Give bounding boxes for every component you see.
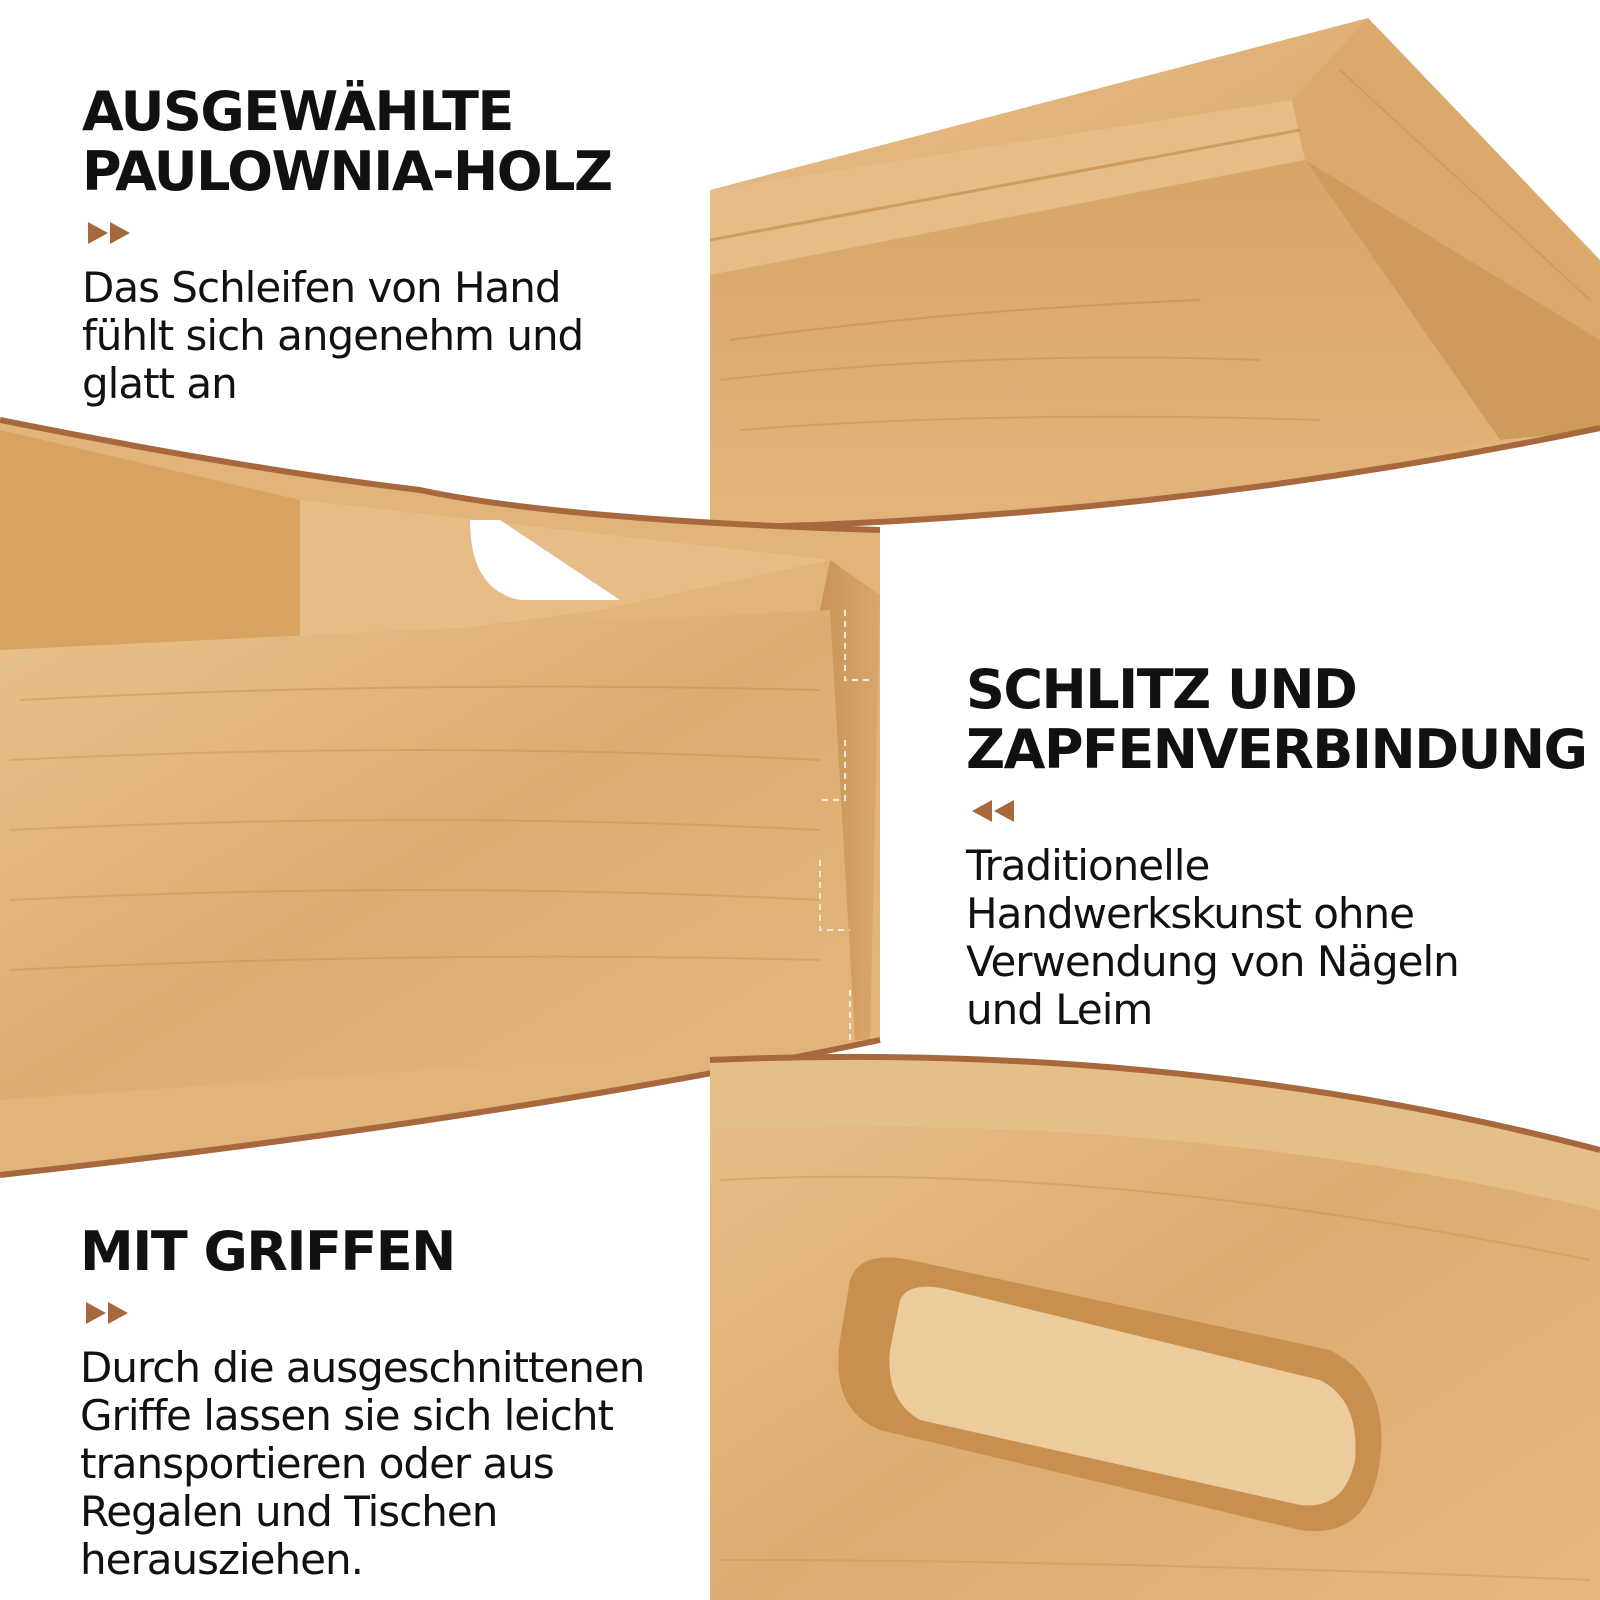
fast-forward-icon xyxy=(86,220,134,246)
feature-handles xyxy=(80,1222,644,1584)
feature-desc-line: Verwendung von Nägeln xyxy=(966,937,1459,986)
feature-desc-line: Das Schleifen von Hand xyxy=(82,263,561,312)
feature-desc-line: herausziehen. xyxy=(80,1535,363,1584)
corner-detail-photo xyxy=(700,0,1600,540)
rewind-icon xyxy=(970,798,1018,824)
feature-title xyxy=(80,1222,644,1282)
feature-desc-line: Griffe lassen sie sich leicht xyxy=(80,1391,613,1440)
feature-description xyxy=(82,264,612,408)
feature-desc-line: glatt an xyxy=(82,359,237,408)
feature-title-line: MIT GRIFFEN xyxy=(80,1220,455,1283)
feature-desc-line: und Leim xyxy=(966,985,1153,1034)
feature-desc-line: Regalen und Tischen xyxy=(80,1487,498,1536)
feature-description xyxy=(966,842,1586,1034)
feature-desc-line: transportieren oder aus xyxy=(80,1439,554,1488)
feature-title xyxy=(966,660,1586,780)
feature-title xyxy=(82,82,612,202)
feature-desc-line: Handwerkskunst ohne xyxy=(966,889,1415,938)
feature-description xyxy=(80,1344,644,1584)
feature-paulownia-wood xyxy=(82,82,612,408)
feature-desc-line: Durch die ausgeschnittenen xyxy=(80,1343,645,1392)
feature-title-line: PAULOWNIA-HOLZ xyxy=(82,140,612,203)
feature-desc-line: Traditionelle xyxy=(966,841,1210,890)
feature-mortise-tenon xyxy=(966,660,1586,1034)
feature-desc-line: fühlt sich angenehm und xyxy=(82,311,584,360)
feature-title-line: ZAPFENVERBINDUNG xyxy=(966,718,1587,781)
feature-title-line: AUSGEWÄHLTE xyxy=(82,80,513,143)
feature-title-line: SCHLITZ UND xyxy=(966,658,1357,721)
fast-forward-icon xyxy=(84,1300,132,1326)
